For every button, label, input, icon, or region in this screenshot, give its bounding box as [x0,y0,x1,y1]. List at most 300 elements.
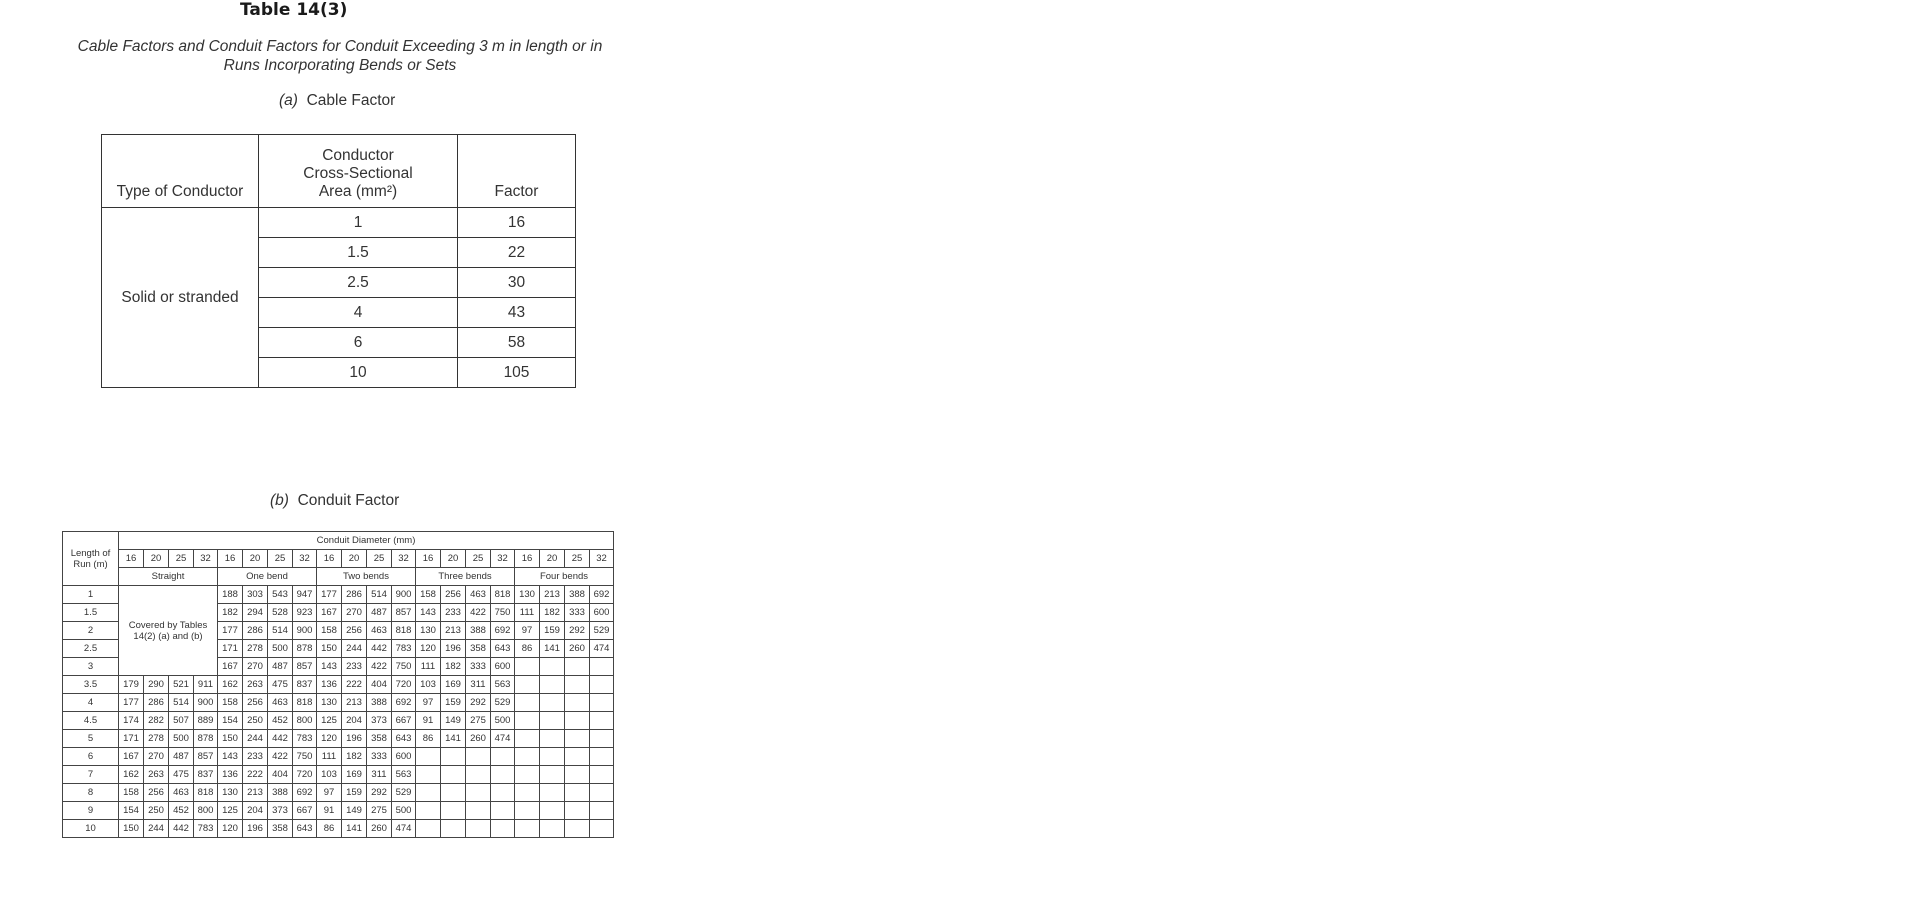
diameter-cell: 25 [268,550,293,568]
cable-factor-caption [279,92,395,110]
factor-cell: 500 [491,712,515,730]
factor-cell [491,766,515,784]
factor-cell: 213 [441,622,466,640]
factor-cell: 286 [342,586,367,604]
diameter-cell: 16 [317,550,342,568]
factor-cell: 182 [342,748,367,766]
factor-cell: 643 [491,640,515,658]
caption-letter: (b) [270,492,289,509]
diameter-header: Conduit Diameter (mm) [119,532,614,550]
factor-cell: 878 [293,640,317,658]
factor-cell: 463 [466,586,491,604]
subtitle-line-2: Runs Incorporating Bends or Sets [223,57,457,74]
diameter-cell: 25 [466,550,491,568]
factor-cell: 750 [293,748,317,766]
factor-cell: 388 [466,622,491,640]
factor-cell [590,730,614,748]
factor-cell: 150 [119,820,144,838]
factor-cell: 463 [367,622,392,640]
factor-cell [515,748,540,766]
factor-cell: 720 [293,766,317,784]
factor-cell: 750 [392,658,416,676]
factor-cell: 43 [458,298,576,328]
factor-cell: 487 [268,658,293,676]
factor-cell [491,802,515,820]
factor-cell: 837 [194,766,218,784]
factor-cell [590,748,614,766]
factor-cell: 213 [342,694,367,712]
factor-cell: 263 [144,766,169,784]
factor-cell: 923 [293,604,317,622]
factor-cell: 204 [342,712,367,730]
factor-cell: 86 [317,820,342,838]
factor-cell: 750 [491,604,515,622]
factor-cell: 500 [392,802,416,820]
factor-cell [590,820,614,838]
factor-cell: 667 [392,712,416,730]
factor-cell: 358 [466,640,491,658]
factor-cell: 333 [565,604,590,622]
factor-cell: 97 [416,694,441,712]
factor-cell: 543 [268,586,293,604]
factor-cell: 474 [392,820,416,838]
factor-cell: 373 [367,712,392,730]
diameter-cell: 25 [565,550,590,568]
factor-cell: 143 [218,748,243,766]
factor-cell: 275 [367,802,392,820]
table-row [102,208,576,238]
factor-cell: 294 [243,604,268,622]
factor-cell: 103 [416,676,441,694]
factor-cell [466,802,491,820]
factor-cell: 171 [119,730,144,748]
diameter-cell: 16 [416,550,441,568]
factor-cell [515,658,540,676]
factor-cell [515,712,540,730]
factor-cell [441,820,466,838]
factor-cell: 947 [293,586,317,604]
diameter-cell: 20 [540,550,565,568]
cable-factor-table [101,134,576,388]
factor-cell: 213 [540,586,565,604]
factor-cell: 196 [441,640,466,658]
factor-cell [565,658,590,676]
factor-cell: 358 [268,820,293,838]
factor-cell: 158 [218,694,243,712]
factor-cell: 514 [169,694,194,712]
factor-header: Factor [458,135,576,208]
factor-cell [491,784,515,802]
factor-cell: 86 [515,640,540,658]
factor-cell: 452 [268,712,293,730]
factor-cell: 442 [367,640,392,658]
length-cell: 10 [63,820,119,838]
factor-cell: 177 [317,586,342,604]
table-row [63,694,614,712]
factor-cell [466,820,491,838]
factor-cell: 256 [144,784,169,802]
factor-cell [590,802,614,820]
factor-cell: 900 [194,694,218,712]
factor-cell: 143 [317,658,342,676]
factor-cell: 333 [466,658,491,676]
table-row [63,802,614,820]
factor-cell: 442 [169,820,194,838]
length-cell: 2 [63,622,119,640]
factor-cell: 150 [218,730,243,748]
factor-cell: 182 [218,604,243,622]
factor-cell [441,802,466,820]
factor-cell: 130 [416,622,441,640]
factor-cell: 141 [342,820,367,838]
area-header [259,135,458,208]
factor-cell: 111 [317,748,342,766]
factor-cell: 292 [565,622,590,640]
factor-cell: 177 [119,694,144,712]
factor-cell: 463 [169,784,194,802]
factor-cell: 171 [218,640,243,658]
factor-cell: 487 [367,604,392,622]
factor-cell: 169 [441,676,466,694]
area-cell: 10 [259,358,458,388]
factor-cell: 404 [268,766,293,784]
factor-cell [540,784,565,802]
factor-cell [540,658,565,676]
factor-cell: 111 [515,604,540,622]
diameter-cell: 25 [169,550,194,568]
factor-cell: 188 [218,586,243,604]
area-header-line: Cross-Sectional [303,165,413,182]
conduit-factor-table [62,531,614,838]
conductor-type-cell: Solid or stranded [102,208,259,388]
factor-cell: 333 [367,748,392,766]
factor-cell: 120 [317,730,342,748]
caption-name: Cable Factor [306,92,396,109]
type-header: Type of Conductor [102,135,259,208]
factor-cell [540,712,565,730]
factor-cell: 500 [169,730,194,748]
factor-cell: 270 [144,748,169,766]
factor-cell: 857 [392,604,416,622]
factor-cell: 167 [119,748,144,766]
factor-cell: 125 [317,712,342,730]
factor-cell: 529 [392,784,416,802]
factor-cell: 600 [590,604,614,622]
factor-cell: 159 [441,694,466,712]
factor-cell: 162 [119,766,144,784]
diameter-cell: 25 [367,550,392,568]
factor-cell [441,784,466,802]
factor-cell: 563 [491,676,515,694]
factor-cell [491,748,515,766]
factor-cell: 667 [293,802,317,820]
factor-cell [565,676,590,694]
length-cell: 8 [63,784,119,802]
table-row [63,766,614,784]
factor-cell: 149 [342,802,367,820]
area-cell: 1 [259,208,458,238]
factor-cell: 286 [243,622,268,640]
caption-name: Conduit Factor [297,492,400,509]
diameter-row [63,550,614,568]
factor-cell [565,784,590,802]
factor-cell [515,802,540,820]
factor-cell: 260 [367,820,392,838]
area-cell: 1.5 [259,238,458,268]
factor-cell: 244 [243,730,268,748]
factor-cell: 233 [243,748,268,766]
subtitle-line-1: Cable Factors and Conduit Factors for Conduit Exceeding 3 m in length or in [77,38,603,55]
factor-cell: 270 [243,658,268,676]
factor-cell: 167 [317,604,342,622]
length-header: Length of Run (m) [63,532,119,586]
length-cell: 5 [63,730,119,748]
factor-cell [491,820,515,838]
area-cell: 2.5 [259,268,458,298]
factor-cell: 837 [293,676,317,694]
factor-cell: 222 [243,766,268,784]
covered-note: Covered by Tables 14(2) (a) and (b) [119,586,218,676]
factor-cell: 388 [565,586,590,604]
factor-cell: 143 [416,604,441,622]
factor-cell [565,730,590,748]
factor-cell: 154 [218,712,243,730]
factor-cell: 125 [218,802,243,820]
factor-cell [565,712,590,730]
factor-cell: 800 [194,802,218,820]
area-cell: 4 [259,298,458,328]
factor-cell: 500 [268,640,293,658]
factor-cell: 22 [458,238,576,268]
factor-cell [540,676,565,694]
factor-cell: 270 [342,604,367,622]
table-row [63,712,614,730]
factor-cell: 474 [590,640,614,658]
table-row [63,748,614,766]
factor-cell: 91 [416,712,441,730]
factor-cell: 182 [441,658,466,676]
factor-cell: 286 [144,694,169,712]
length-cell: 1 [63,586,119,604]
factor-cell: 563 [392,766,416,784]
factor-cell [590,658,614,676]
factor-cell: 303 [243,586,268,604]
factor-cell: 783 [194,820,218,838]
factor-cell: 818 [491,586,515,604]
factor-cell: 514 [367,586,392,604]
length-cell: 9 [63,802,119,820]
length-cell: 4.5 [63,712,119,730]
factor-cell: 105 [458,358,576,388]
factor-cell: 150 [317,640,342,658]
factor-cell: 514 [268,622,293,640]
factor-cell: 292 [466,694,491,712]
factor-cell: 878 [194,730,218,748]
factor-cell: 487 [169,748,194,766]
factor-cell [565,748,590,766]
factor-cell: 692 [392,694,416,712]
factor-cell: 196 [342,730,367,748]
factor-cell: 529 [590,622,614,640]
factor-cell [540,694,565,712]
factor-cell: 136 [218,766,243,784]
factor-cell: 97 [317,784,342,802]
group-header: Four bends [515,568,614,586]
factor-cell: 452 [169,802,194,820]
factor-cell: 818 [392,622,416,640]
factor-cell: 818 [293,694,317,712]
factor-cell: 130 [218,784,243,802]
factor-cell [590,712,614,730]
factor-cell: 275 [466,712,491,730]
length-cell: 4 [63,694,119,712]
factor-cell: 177 [218,622,243,640]
factor-cell: 643 [293,820,317,838]
factor-cell: 179 [119,676,144,694]
diameter-cell: 20 [342,550,367,568]
factor-cell: 692 [491,622,515,640]
factor-cell: 136 [317,676,342,694]
length-cell: 3.5 [63,676,119,694]
factor-cell: 120 [218,820,243,838]
diameter-cell: 20 [144,550,169,568]
factor-cell: 388 [367,694,392,712]
factor-cell: 800 [293,712,317,730]
factor-cell [416,766,441,784]
factor-cell: 292 [367,784,392,802]
factor-cell [416,784,441,802]
factor-cell: 600 [392,748,416,766]
factor-cell: 600 [491,658,515,676]
factor-cell: 244 [144,820,169,838]
factor-cell [540,820,565,838]
factor-cell [515,730,540,748]
factor-cell: 204 [243,802,268,820]
factor-cell: 158 [317,622,342,640]
factor-cell: 58 [458,328,576,358]
factor-cell: 422 [367,658,392,676]
factor-cell: 149 [441,712,466,730]
factor-cell: 475 [169,766,194,784]
factor-cell: 233 [441,604,466,622]
factor-cell: 141 [540,640,565,658]
factor-cell: 900 [293,622,317,640]
factor-cell: 263 [243,676,268,694]
factor-cell: 278 [144,730,169,748]
factor-cell [590,766,614,784]
factor-cell [515,766,540,784]
table-title: Table 14(3) [240,0,348,20]
diameter-cell: 32 [194,550,218,568]
factor-cell [565,694,590,712]
diameter-cell: 16 [119,550,144,568]
factor-cell: 222 [342,676,367,694]
factor-cell [565,802,590,820]
factor-cell [466,766,491,784]
factor-cell: 159 [342,784,367,802]
area-header-line: Conductor [322,147,394,164]
factor-cell: 30 [458,268,576,298]
factor-cell [565,820,590,838]
factor-cell: 720 [392,676,416,694]
factor-cell: 111 [416,658,441,676]
group-row [63,568,614,586]
factor-cell [515,784,540,802]
diameter-cell: 16 [218,550,243,568]
factor-cell: 16 [458,208,576,238]
length-cell: 1.5 [63,604,119,622]
factor-cell: 857 [194,748,218,766]
group-header: Straight [119,568,218,586]
factor-cell: 260 [565,640,590,658]
factor-cell: 783 [392,640,416,658]
factor-cell: 388 [268,784,293,802]
factor-cell: 256 [441,586,466,604]
factor-cell: 256 [342,622,367,640]
factor-cell [416,748,441,766]
factor-cell: 692 [590,586,614,604]
group-header: One bend [218,568,317,586]
factor-cell: 256 [243,694,268,712]
table-row [63,784,614,802]
factor-cell: 130 [515,586,540,604]
factor-cell [416,802,441,820]
table-subtitle [40,37,640,75]
factor-cell: 692 [293,784,317,802]
factor-cell: 911 [194,676,218,694]
factor-cell [515,676,540,694]
factor-cell: 120 [416,640,441,658]
factor-cell: 97 [515,622,540,640]
factor-cell: 404 [367,676,392,694]
factor-cell [441,748,466,766]
factor-cell: 158 [119,784,144,802]
factor-cell [416,820,441,838]
factor-cell: 162 [218,676,243,694]
factor-cell: 475 [268,676,293,694]
caption-letter: (a) [279,92,298,109]
factor-cell: 358 [367,730,392,748]
factor-cell: 182 [540,604,565,622]
factor-cell: 196 [243,820,268,838]
area-cell: 6 [259,328,458,358]
factor-cell [540,802,565,820]
factor-cell: 103 [317,766,342,784]
factor-cell [540,766,565,784]
factor-cell [590,784,614,802]
factor-cell: 213 [243,784,268,802]
factor-cell [565,766,590,784]
factor-cell: 244 [342,640,367,658]
area-header-line: Area (mm²) [318,183,398,200]
factor-cell: 278 [243,640,268,658]
factor-cell: 250 [243,712,268,730]
factor-cell: 528 [268,604,293,622]
factor-cell [590,694,614,712]
factor-cell: 158 [416,586,441,604]
factor-cell [590,676,614,694]
factor-cell: 818 [194,784,218,802]
factor-cell: 86 [416,730,441,748]
factor-cell [515,820,540,838]
factor-cell: 463 [268,694,293,712]
factor-cell [466,748,491,766]
factor-cell [515,694,540,712]
factor-cell: 250 [144,802,169,820]
length-cell: 7 [63,766,119,784]
group-header: Three bends [416,568,515,586]
diameter-cell: 32 [293,550,317,568]
